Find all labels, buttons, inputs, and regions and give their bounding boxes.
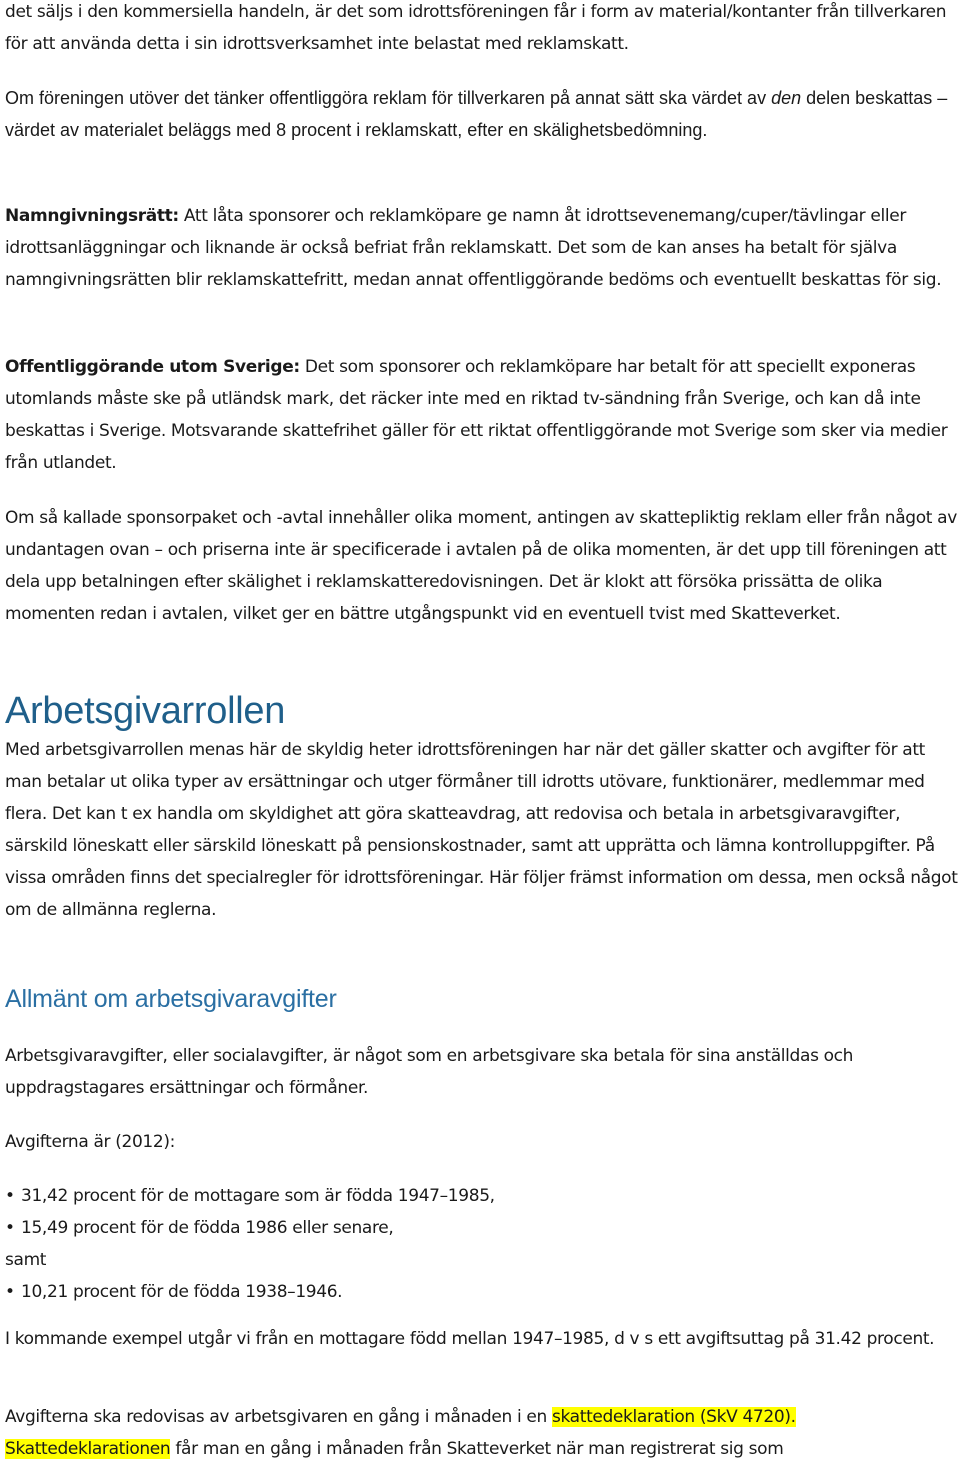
paragraph-text: I kommande exempel utgår vi från en mottagare född mellan 1947–1985, d v s ett avgiftsuttag på 31.42 procent.: [5, 1329, 935, 1349]
fee-list: [5, 1180, 958, 1308]
bullet-icon: •: [5, 1282, 15, 1302]
paragraph-text: Det som sponsorer och reklamköpare har betalt för att speciellt exponeras utomlands måste ske på utländsk mark, det räcker inte med en riktad tv-sändning från Sverige, och kan då inte beskattas i Sverige. Motsvarande skattefrihet gäller för ett riktat offentliggörande mot Sverige som sker via medier från utlandet.: [5, 357, 948, 473]
paragraph-text: Att låta sponsorer och reklamköpare ge namn åt idrottsevenemang/cuper/tävlingar eller idrottsanläggningar och liknande är också befriat från reklamskatt. Det som de kan anses ha betalt för själva namngivningsrätten blir reklamskattefritt, medan annat offentliggörande bedöms och eventuellt beskattas för sig.: [5, 206, 942, 290]
list-item: [5, 1180, 958, 1212]
paragraph-text: Om föreningen utöver det tänker offentliggöra reklam för tillverkaren på annat sätt ska värdet av: [5, 88, 772, 108]
bullet-icon: •: [5, 1218, 15, 1238]
list-item: [5, 1276, 958, 1308]
paragraph-label: Offentliggörande utom Sverige:: [5, 357, 300, 377]
paragraph-reporting: [5, 1401, 958, 1465]
paragraph-example: [5, 1323, 958, 1355]
subsection-heading: Allmänt om arbetsgivaravgifter: [5, 985, 337, 1013]
paragraph-naming-rights: [5, 200, 958, 296]
bullet-icon: •: [5, 1186, 15, 1206]
paragraph-employer-fees: [5, 1040, 958, 1104]
paragraph-text: Avgifterna är (2012):: [5, 1132, 176, 1152]
paragraph-text: det säljs i den kommersiella handeln, är det som idrottsföreningen får i form av material/kontanter från tillverkaren för att använda detta i sin idrottsverksamhet inte belastat med reklamskatt.: [5, 2, 947, 54]
paragraph-continued: [5, 0, 958, 60]
list-item-text: 15,49 procent för de födda 1986 eller senare,: [21, 1218, 394, 1238]
list-item-text: 31,42 procent för de mottagare som är födda 1947–1985,: [21, 1186, 495, 1206]
paragraph-text: Arbetsgivaravgifter, eller socialavgifter, är något som en arbetsgivare ska betala för sina anställdas och uppdragstagares ersättningar och förmåner.: [5, 1046, 854, 1098]
paragraph-fees-intro: [5, 1126, 958, 1158]
paragraph-text: Om så kallade sponsorpaket och -avtal innehåller olika moment, antingen av skattepliktig reklam eller från något av undantagen ovan – och priserna inte är specificerade i avtalen på de olika momenten, är det upp till föreningen att dela upp betalningen efter skälighet i reklamskatteredovisningen. Det är klokt att försöka prissätta de olika momenten redan i avtalen, vilket ger en bättre utgångspunkt vid en eventuell tvist med Skatteverket.: [5, 508, 957, 624]
paragraph-text: får man en gång i månaden från Skatteverket när man registrerat sig som: [170, 1439, 784, 1459]
section-heading: Arbetsgivarrollen: [5, 690, 286, 732]
emphasis-text: den: [771, 88, 802, 108]
list-item: [5, 1212, 958, 1244]
paragraph-text: Med arbetsgivarrollen menas här de skyldig heter idrottsföreningen har när det gäller skatter och avgifter för att man betalar ut olika typer av ersättningar och utger förmåner till idrotts utövare, funktionärer, medlemmar med flera. Det kan t ex handla om skyldighet att göra skatteavdrag, att redovisa och betala in arbetsgivaravgifter, särskild löneskatt eller särskild löneskatt på pensionskostnader, samt att upprätta och lämna kontrolluppgifter. På vissa områden finns det specialregler för idrottsföreningar. Här följer främst information om dessa, men också något om de allmänna reglerna.: [5, 740, 958, 920]
paragraph-value-rule: [5, 82, 958, 146]
paragraph-employer-role: [5, 734, 958, 926]
paragraph-outside-sweden: [5, 351, 958, 479]
paragraph-text: delen beskattas – värdet av materialet beläggs med 8 procent i reklamskatt, efter en skälighetsbedömning.: [5, 88, 948, 140]
paragraph-text: Avgifterna ska redovisas av arbetsgivaren en gång i månaden i en: [5, 1407, 552, 1427]
list-connector: samt: [5, 1250, 47, 1270]
highlighted-text: Skattedeklarationen: [5, 1439, 171, 1459]
paragraph-sponsor-packages: [5, 502, 958, 630]
highlighted-text: skattedeklaration (SkV 4720).: [551, 1407, 796, 1427]
paragraph-label: Namngivningsrätt:: [5, 206, 179, 226]
list-item-text: 10,21 procent för de födda 1938–1946.: [21, 1282, 343, 1302]
